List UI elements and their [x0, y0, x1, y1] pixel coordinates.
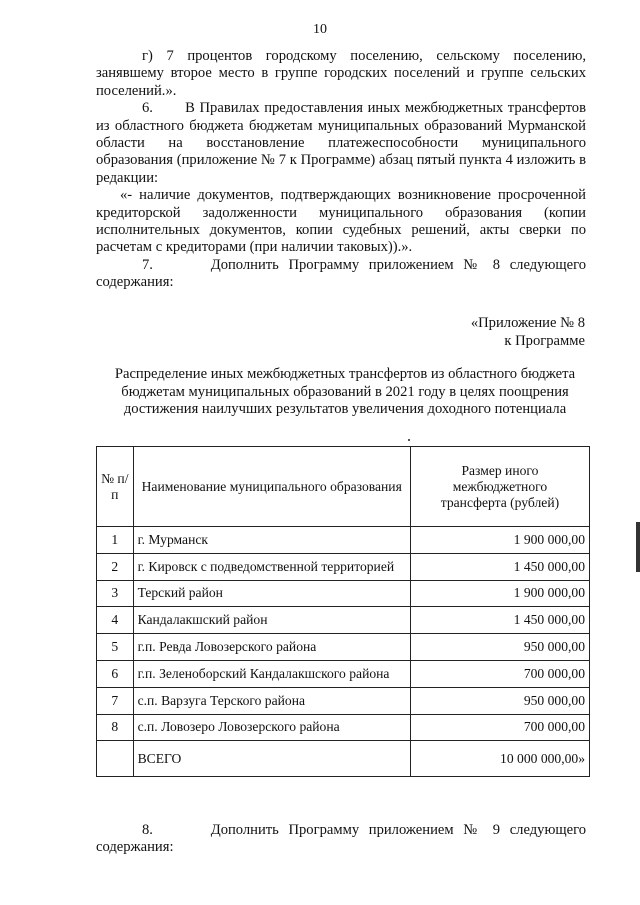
- scan-margin-mark: [636, 522, 640, 572]
- paragraph-6: 6. В Правилах предоставления иных межбюджетных трансфертов из областного бюджета бюджетам муниципальных образований Мурманской области на восстановление платежеспособности муниципального образования (приложение № 7 к Программе) абзац пятый пункта 4 изложить в редакции:: [96, 100, 586, 186]
- table-row: [97, 714, 590, 741]
- page-number: 10: [313, 22, 327, 37]
- total-sum: 10 000 000,00»: [410, 741, 589, 777]
- cell-number: 7: [97, 687, 134, 714]
- cell-name: с.п. Ловозеро Ловозерского района: [133, 714, 410, 741]
- total-number: [97, 741, 134, 777]
- paragraph-7: 7. Дополнить Программу приложением № 8 следующего содержания:: [96, 256, 586, 291]
- cell-name: г.п. Ревда Ловозерского района: [133, 634, 410, 661]
- table-row: [97, 527, 590, 554]
- cell-number: 5: [97, 634, 134, 661]
- cell-sum: 700 000,00: [410, 714, 589, 741]
- table-total-row: [97, 741, 590, 777]
- scan-dot: [408, 439, 410, 441]
- table-row: [97, 607, 590, 634]
- cell-number: 6: [97, 660, 134, 687]
- table-row: [97, 634, 590, 661]
- cell-name: Терский район: [133, 580, 410, 607]
- appendix-ref-line1: «Приложение № 8: [470, 315, 585, 331]
- cell-name: Кандалакшский район: [133, 607, 410, 634]
- appendix-ref-line2: к Программе: [504, 333, 585, 349]
- table-row: [97, 553, 590, 580]
- cell-sum: 700 000,00: [410, 660, 589, 687]
- table-row: [97, 687, 590, 714]
- body-text-bottom: [96, 822, 586, 857]
- allocation-table: [96, 446, 590, 777]
- cell-sum: 1 450 000,00: [410, 607, 589, 634]
- header-name: Наименование муниципального образования: [133, 447, 410, 527]
- cell-name: г. Мурманск: [133, 527, 410, 554]
- cell-number: 4: [97, 607, 134, 634]
- cell-name: г. Кировск с подведомственной территорией: [133, 553, 410, 580]
- cell-sum: 1 900 000,00: [410, 527, 589, 554]
- appendix-reference: [471, 314, 585, 350]
- cell-number: 2: [97, 553, 134, 580]
- cell-number: 1: [97, 527, 134, 554]
- table-heading: Распределение иных межбюджетных трансфертов из областного бюджета бюджетам муниципальных образований в 2021 году в целях поощрения достижения наилучших результатов увеличения доходного потенциала: [114, 366, 576, 418]
- cell-sum: 1 450 000,00: [410, 553, 589, 580]
- cell-name: с.п. Варзуга Терского района: [133, 687, 410, 714]
- table-header-row: [97, 447, 590, 527]
- cell-sum: 950 000,00: [410, 634, 589, 661]
- cell-sum: 1 900 000,00: [410, 580, 589, 607]
- table-row: [97, 660, 590, 687]
- paragraph-8: 8. Дополнить Программу приложением № 9 следующего содержания:: [96, 822, 586, 856]
- body-text-top: [96, 48, 586, 292]
- cell-number: 8: [97, 714, 134, 741]
- table-row: [97, 580, 590, 607]
- paragraph-5g: г) 7 процентов городскому поселению, сельскому поселению, занявшему второе место в группе городских поселений и группе сельских поселений.».: [96, 48, 586, 99]
- total-label: ВСЕГО: [133, 741, 410, 777]
- cell-name: г.п. Зеленоборский Кандалакшского района: [133, 660, 410, 687]
- paragraph-6-quote: «- наличие документов, подтверждающих возникновение просроченной кредиторской задолженности муниципального образования (копии исполнительных документов, копии судебных решений, акты сверки по расчетам с кредиторами (при наличии таковых)).».: [96, 187, 586, 256]
- cell-sum: 950 000,00: [410, 687, 589, 714]
- header-number: № п/п: [97, 447, 134, 527]
- cell-number: 3: [97, 580, 134, 607]
- header-sum: Размер иного межбюджетного трансферта (рублей): [410, 447, 589, 527]
